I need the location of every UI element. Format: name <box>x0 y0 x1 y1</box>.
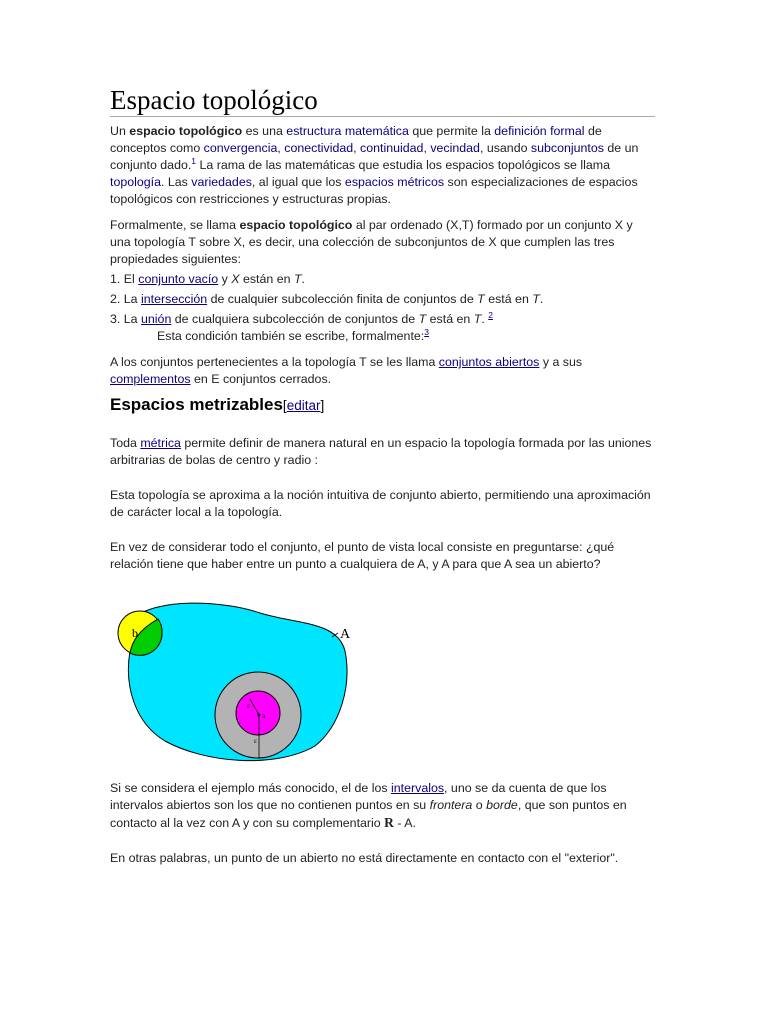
link-estructura-matematica[interactable]: estructura matemática <box>286 124 409 138</box>
math-t: T <box>477 292 485 306</box>
text: están en <box>239 272 294 286</box>
text: o <box>472 798 487 812</box>
page-title: Espacio topológico <box>110 85 655 117</box>
bracket: [ <box>282 398 287 413</box>
edit-section <box>283 398 324 413</box>
text: Un <box>110 124 130 138</box>
link-interseccion[interactable]: intersección <box>141 292 208 306</box>
text: de cualquier subcolección finita de conjuntos de <box>207 292 478 306</box>
link-continuidad[interactable]: continuidad <box>360 141 424 155</box>
math-t: T <box>293 272 302 286</box>
list-item-1 <box>110 271 655 288</box>
text: de un conjunto dado. <box>110 141 639 172</box>
text: de cualquiera subcolección de conjuntos de <box>171 312 419 326</box>
text: . <box>301 272 305 286</box>
text: , al igual que los <box>251 175 345 189</box>
text: 2. La <box>110 292 142 306</box>
label-point-a: a <box>262 712 266 720</box>
list-item-2 <box>110 291 655 308</box>
text: al par ordenado (X,T) formado por un conjunto X y una topología T sobre X, es decir, una colección de subconjuntos de X que cumplen las tres propiedades siguientes: <box>110 218 633 266</box>
approx-paragraph: Esta topología se aproxima a la noción intuitiva de conjunto abierto, permitiendo una aproximación de carácter local a la topología. <box>110 488 651 519</box>
math-t: T <box>532 292 540 306</box>
label-eps1: ε <box>247 702 250 710</box>
text: , <box>277 141 285 155</box>
formal-definition-paragraph <box>110 217 655 268</box>
open-set-diagram <box>110 591 370 771</box>
label-set-a: A <box>340 627 351 642</box>
link-conjunto-vacio[interactable]: conjunto vacío <box>138 272 219 286</box>
text: . <box>539 292 544 306</box>
text: de conceptos como <box>110 124 602 155</box>
link-espacios-metricos[interactable]: espacios métricos <box>344 175 445 189</box>
text: está en <box>426 312 474 326</box>
link-intervalos[interactable]: intervalos <box>391 781 445 795</box>
text: 1. El <box>110 272 139 286</box>
real-numbers-symbol: R <box>384 815 394 830</box>
text: en E conjuntos cerrados. <box>190 372 332 386</box>
section-title: Espacios metrizables <box>110 395 283 414</box>
edit-link[interactable]: editar <box>286 398 321 413</box>
text: es una <box>242 124 287 138</box>
article <box>110 85 655 867</box>
math-t: T <box>473 312 482 326</box>
text: La rama de las matemáticas que estudia los espacios topológicos se llama <box>196 158 610 172</box>
question-paragraph: En vez de considerar todo el conjunto, el punto de vista local consiste en preguntarse: ¿qué relación tiene que haber entre un punto a cualquiera de A, y A para que A sea un abierto? <box>110 540 615 571</box>
footnote-ref-2[interactable]: 2 <box>488 309 493 320</box>
link-definicion-formal[interactable]: definición formal <box>494 124 585 138</box>
text: Si se considera el ejemplo más conocido, el de los <box>110 781 392 795</box>
text: son especializaciones de espacios topológicos con restricciones y estructuras propias. <box>110 175 638 206</box>
bold-term: espacio topológico <box>129 124 243 138</box>
text: , <box>423 141 431 155</box>
list-item-3 <box>110 311 655 328</box>
link-topologia[interactable]: topología <box>110 175 161 189</box>
link-subconjuntos[interactable]: subconjuntos <box>530 141 604 155</box>
text: A los conjuntos pertenecientes a la topología T se les llama <box>110 355 439 369</box>
text: Toda <box>110 436 141 450</box>
bracket: ] <box>320 398 325 413</box>
text: Formalmente, se llama <box>110 218 240 232</box>
open-set-figure <box>110 591 655 771</box>
footnote-ref-1[interactable]: 1 <box>191 155 197 166</box>
intervals-paragraph <box>110 780 655 832</box>
link-convergencia[interactable]: convergencia <box>203 141 278 155</box>
text: , <box>353 141 361 155</box>
link-conjuntos-abiertos[interactable]: conjuntos abiertos <box>438 355 540 369</box>
text: permite definir de manera natural en un espacio la topología formada por las uniones arbitrarias de bolas de centro y radio : <box>110 436 652 467</box>
text: . Las <box>160 175 192 189</box>
math-x: X <box>231 272 240 286</box>
text: - A. <box>393 816 416 830</box>
link-variedades[interactable]: variedades <box>191 175 252 189</box>
link-vecindad[interactable]: vecindad <box>430 141 480 155</box>
bold-term: espacio topológico <box>239 218 353 232</box>
formal-note <box>110 328 655 345</box>
link-complementos[interactable]: complementos <box>110 372 191 386</box>
text: y <box>218 272 232 286</box>
section-heading <box>110 394 655 417</box>
link-conectividad[interactable]: conectividad <box>284 141 354 155</box>
text: 3. La <box>110 312 142 326</box>
intro-paragraph <box>110 123 655 208</box>
italic-term: borde <box>486 798 518 812</box>
footnote-ref-3[interactable]: 3 <box>424 326 429 337</box>
text: Esta condición también se escribe, formalmente: <box>157 329 425 343</box>
open-closed-paragraph <box>110 354 655 388</box>
metric-paragraph <box>110 435 655 469</box>
exterior-paragraph: En otras palabras, un punto de un abierto no está directamente en contacto con el "exterior". <box>110 851 619 865</box>
text: . <box>481 312 489 326</box>
label-eps2: ε <box>254 737 257 745</box>
italic-term: frontera <box>429 798 473 812</box>
text: y a sus <box>539 355 583 369</box>
text: , usando <box>479 141 531 155</box>
text: , uno se da cuenta de que los intervalos abiertos son los que no contienen puntos en su <box>110 781 607 812</box>
text: está en <box>484 292 533 306</box>
text: , que son puntos en contacto al la vez con A y con su complementario <box>110 798 627 830</box>
link-metrica[interactable]: métrica <box>140 436 181 450</box>
link-union[interactable]: unión <box>141 312 172 326</box>
math-t: T <box>418 312 427 326</box>
label-point-b: b <box>132 626 138 640</box>
text: que permite la <box>408 124 495 138</box>
